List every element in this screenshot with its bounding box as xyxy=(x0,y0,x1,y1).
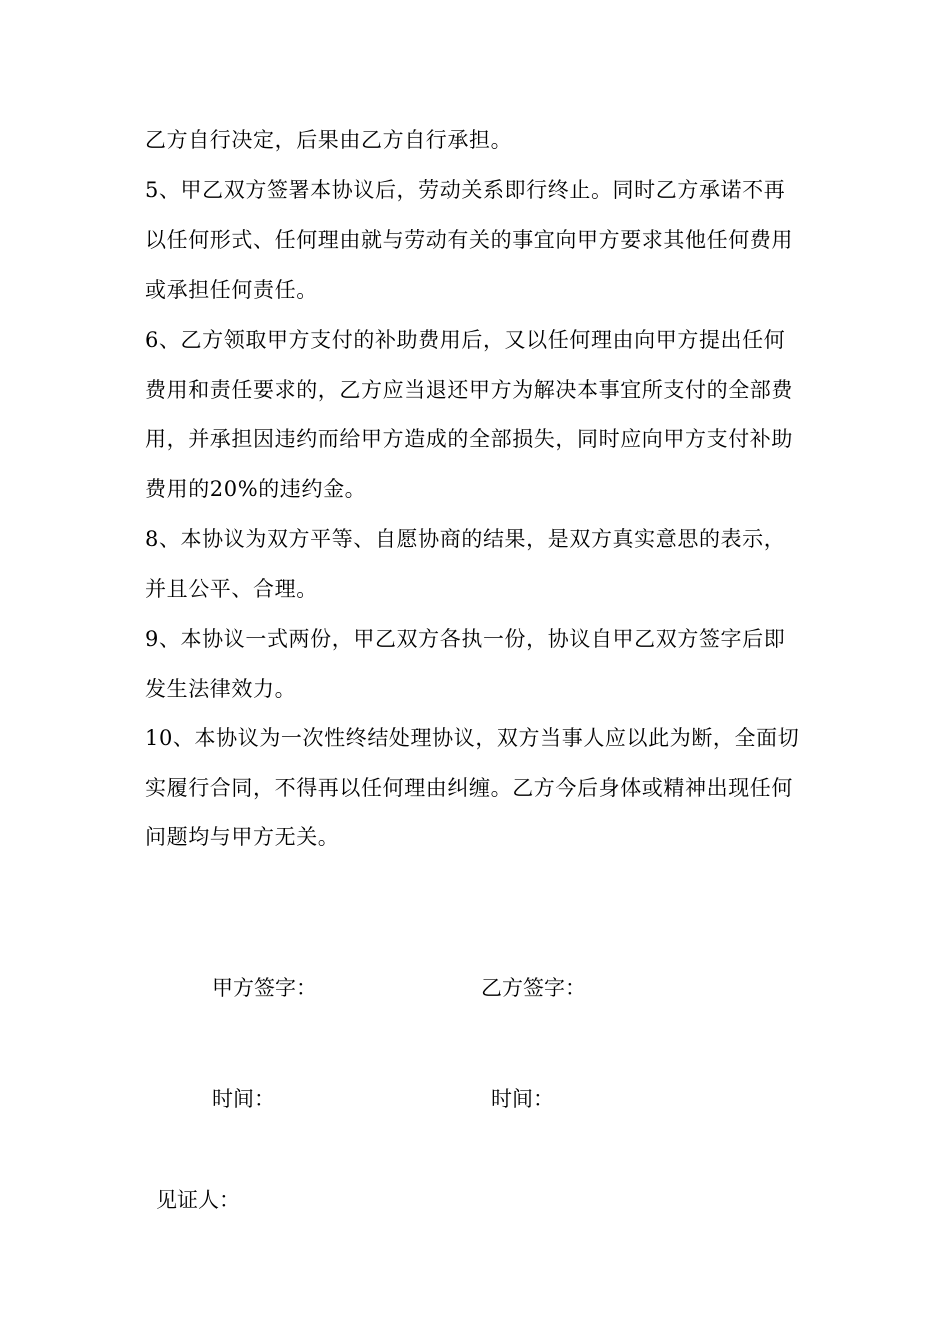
text-line: 6、乙方领取甲方支付的补助费用后，又以任何理由向甲方提出任何 xyxy=(145,328,786,352)
text-line: 发生法律效力。 xyxy=(145,677,297,701)
text-line: 乙方自行决定，后果由乙方自行承担。 xyxy=(145,128,513,152)
witness-label: 见证人： xyxy=(156,1188,240,1212)
text-line: 费用的20%的违约金。 xyxy=(145,477,367,501)
party-a-time-label: 时间： xyxy=(212,1087,275,1111)
text-line: 以任何形式、任何理由就与劳动有关的事宜向甲方要求其他任何费用 xyxy=(145,228,793,252)
party-a-signature-label: 甲方签字： xyxy=(212,976,317,1000)
text-line: 并且公平、合理。 xyxy=(145,577,318,601)
text-line: 或承担任何责任。 xyxy=(145,278,318,302)
text-line: 用，并承担因违约而给甲方造成的全部损失，同时应向甲方支付补助 xyxy=(145,427,793,451)
text-line: 5、甲乙双方签署本协议后，劳动关系即行终止。同时乙方承诺不再 xyxy=(145,178,786,202)
text-line: 8、本协议为双方平等、自愿协商的结果，是双方真实意思的表示， xyxy=(145,527,786,551)
text-line: 10、本协议为一次性终结处理协议，双方当事人应以此为断，全面切 xyxy=(145,726,800,750)
text-line: 实履行合同，不得再以任何理由纠缠。乙方今后身体或精神出现任何 xyxy=(145,776,793,800)
text-line: 9、本协议一式两份，甲乙双方各执一份，协议自甲乙双方签字后即 xyxy=(145,627,786,651)
party-b-time-label: 时间： xyxy=(491,1087,554,1111)
party-b-signature-label: 乙方签字： xyxy=(481,976,586,1000)
text-line: 费用和责任要求的，乙方应当退还甲方为解决本事宜所支付的全部费 xyxy=(145,378,793,402)
text-line: 问题均与甲方无关。 xyxy=(145,825,340,849)
